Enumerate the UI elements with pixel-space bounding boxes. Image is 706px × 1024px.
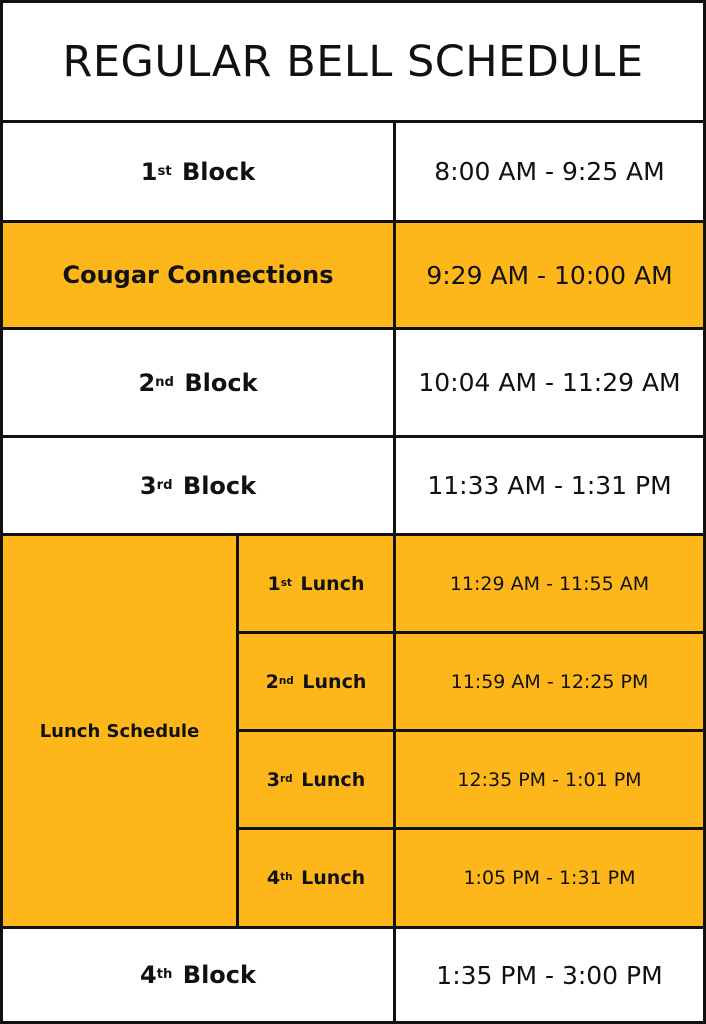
block-2-label-cell (3, 330, 393, 435)
block-2-time: 10:04 AM - 11:29 AM (418, 368, 681, 397)
block-4-label-cell (3, 929, 393, 1021)
column-divider (393, 123, 396, 1021)
row-divider (3, 926, 703, 929)
schedule-title: REGULAR BELL SCHEDULE (62, 36, 644, 87)
row-divider (3, 533, 703, 536)
lunch-2-label-cell (239, 634, 393, 729)
lunch-3-label: 3rd Lunch (266, 768, 366, 791)
block-1-time: 8:00 AM - 9:25 AM (434, 157, 665, 186)
lunch-2-time-cell (396, 634, 703, 729)
block-3-time: 11:33 AM - 1:31 PM (427, 471, 672, 500)
block-1-time-cell (396, 123, 703, 220)
lunch-4-time: 1:05 PM - 1:31 PM (463, 867, 636, 889)
block-4-time: 1:35 PM - 3:00 PM (436, 960, 663, 990)
cougar-connections-label: Cougar Connections (62, 261, 334, 289)
lunch-4-time-cell (396, 830, 703, 926)
cougar-connections-label-cell (3, 223, 393, 327)
lunch-schedule-label: Lunch Schedule (39, 720, 200, 742)
block-4-time-cell (396, 929, 703, 1021)
block-1-label: 1st Block (140, 157, 256, 186)
row-divider (239, 631, 703, 634)
schedule-title-cell (3, 3, 703, 123)
cougar-connections-time: 9:29 AM - 10:00 AM (426, 260, 673, 290)
lunch-2-label: 2nd Lunch (265, 670, 367, 693)
lunch-4-label: 4th Lunch (266, 867, 366, 889)
row-divider (239, 729, 703, 732)
block-1-label-cell (3, 123, 393, 220)
block-3-label-cell (3, 438, 393, 533)
lunch-3-label-cell (239, 732, 393, 827)
lunch-1-time: 11:29 AM - 11:55 AM (449, 572, 650, 595)
row-divider (3, 327, 703, 330)
block-3-time-cell (396, 438, 703, 533)
lunch-1-label: 1st Lunch (267, 572, 365, 595)
lunch-1-time-cell (396, 536, 703, 631)
lunch-2-time: 11:59 AM - 12:25 PM (450, 670, 649, 693)
column-divider (236, 536, 239, 926)
lunch-1-label-cell (239, 536, 393, 631)
lunch-schedule-label-cell (3, 536, 236, 926)
row-divider (3, 435, 703, 438)
lunch-3-time: 12:35 PM - 1:01 PM (457, 768, 642, 791)
cougar-connections-time-cell (396, 223, 703, 327)
lunch-4-label-cell (239, 830, 393, 926)
block-2-label: 2nd Block (138, 368, 258, 397)
block-3-label: 3rd Block (139, 471, 257, 500)
block-4-label: 4th Block (140, 961, 256, 989)
lunch-3-time-cell (396, 732, 703, 827)
row-divider (239, 827, 703, 830)
block-2-time-cell (396, 330, 703, 435)
row-divider (3, 220, 703, 223)
